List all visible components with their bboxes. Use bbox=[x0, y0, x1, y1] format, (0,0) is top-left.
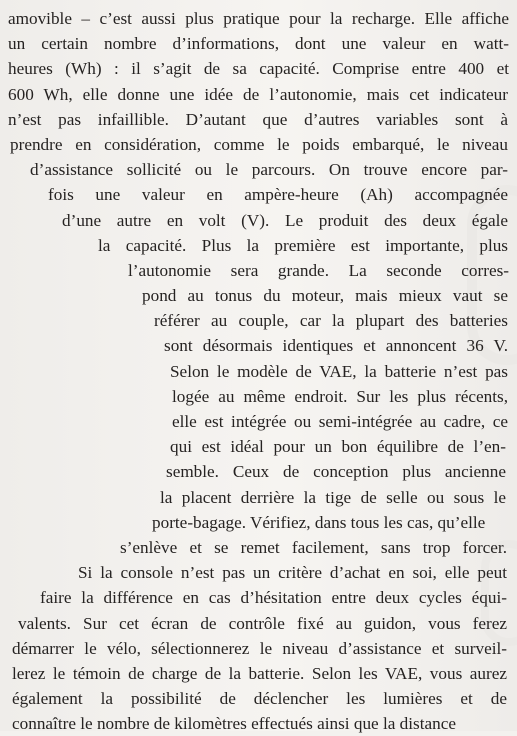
text-line: un certain nombre d’informations, dont une valeur en watt- bbox=[8, 34, 509, 54]
text-line: s’enlève et se remet facilement, sans trop forcer. bbox=[120, 537, 507, 557]
text-line: semble. Ceux de conception plus ancienne bbox=[166, 462, 506, 482]
text-line: démarrer le vélo, sélectionnerez le niveau d’assistance et surveil- bbox=[12, 638, 507, 658]
text-line: Si la console n’est pas un critère d’achat en soi, elle peut bbox=[78, 563, 507, 583]
article-body bbox=[0, 6, 517, 736]
text-line: d’une autre en volt (V). Le produit des deux égale bbox=[62, 210, 508, 230]
text-line: connaître le nombre de kilomètres effectués ainsi que la distance bbox=[12, 714, 456, 734]
text-line: fois une valeur en ampère-heure (Ah) accompagnée bbox=[48, 185, 508, 205]
text-line: qui est idéal pour un bon équilibre de l’en- bbox=[170, 437, 506, 457]
text-line: logée au même endroit. Sur les plus récents, bbox=[172, 386, 508, 406]
text-line: également la possibilité de déclencher les lumières et de bbox=[12, 689, 507, 709]
text-line: lerez le témoin de charge de la batterie. Selon les VAE, vous aurez bbox=[12, 663, 507, 683]
text-line: la capacité. Plus la première est importante, plus bbox=[98, 235, 508, 255]
text-line: référer au couple, car la plupart des batteries bbox=[154, 311, 508, 331]
text-line: porte-bagage. Vérifiez, dans tous les cas, qu’elle bbox=[152, 512, 486, 532]
text-line: faire la différence en cas d’hésitation entre deux cycles équi- bbox=[40, 588, 507, 608]
text-line: n’est pas infaillible. D’autant que d’autres variables sont à bbox=[8, 109, 508, 129]
text-line: sont désormais identiques et annoncent 36 V. bbox=[164, 336, 508, 356]
text-line: prendre en considération, comme le poids embarqué, le niveau bbox=[10, 134, 508, 154]
text-line: valents. Sur cet écran de contrôle fixé au guidon, vous ferez bbox=[18, 613, 507, 633]
text-line: la placent derrière la tige de selle ou sous le bbox=[160, 487, 506, 507]
text-line: pond au tonus du moteur, mais mieux vaut se bbox=[142, 286, 508, 306]
text-line: Selon le modèle de VAE, la batterie n’est pas bbox=[170, 361, 508, 381]
text-line: elle est intégrée ou semi-intégrée au cadre, ce bbox=[172, 412, 508, 431]
text-line: 600 Wh, elle donne une idée de l’autonomie, mais cet indicateur bbox=[8, 84, 508, 104]
text-line: heures (Wh) : il s’agit de sa capacité. Comprise entre 400 et bbox=[8, 59, 509, 79]
text-line: amovible – c’est aussi plus pratique pour la recharge. Elle affiche bbox=[8, 9, 509, 28]
text-line: l’autonomie sera grande. La seconde corres- bbox=[128, 260, 509, 280]
text-line: d’assistance sollicité ou le parcours. On trouve encore par- bbox=[30, 160, 508, 180]
